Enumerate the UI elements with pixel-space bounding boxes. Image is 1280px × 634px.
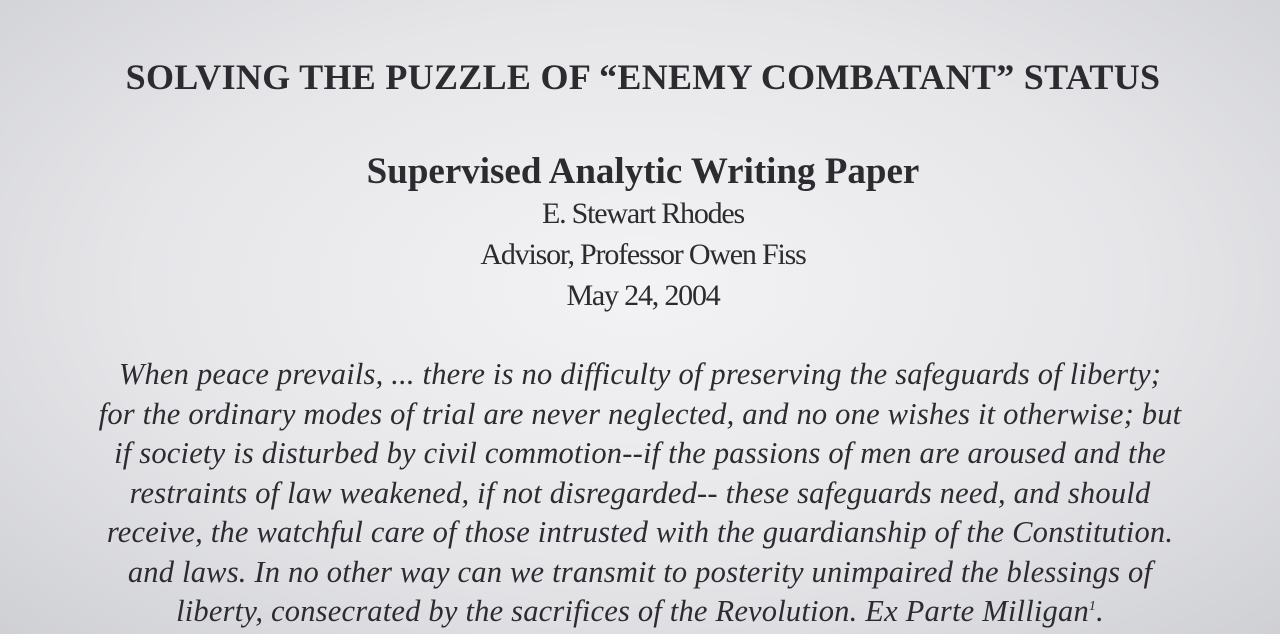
advisor-line: Advisor, Professor Owen Fiss (480, 238, 806, 271)
epigraph-line: for the ordinary modes of trial are never neglected, and no one wishes it otherwise; but (98, 396, 1182, 431)
footnote-marker[interactable]: 1 (1088, 598, 1097, 614)
document-date: May 24, 2004 (566, 279, 720, 312)
epigraph-line: restraints of law weakened, if not disregarded-- these safeguards need, and should (129, 475, 1151, 510)
author-name: E. Stewart Rhodes (541, 197, 745, 230)
epigraph-line: if society is disturbed by civil commotion--if the passions of men are aroused and the (114, 436, 1166, 470)
epigraph-last-line (30, 592, 1250, 632)
document-subtitle: Supervised Analytic Writing Paper (366, 151, 920, 192)
epigraph-quote (30, 355, 1250, 632)
epigraph-line: and laws. In no other way can we transmit to posterity unimpaired the blessings of (127, 554, 1153, 589)
document-title: SOLVING THE PUZZLE OF “ENEMY COMBATANT” STATUS (125, 57, 1161, 97)
epigraph-line: When peace prevails, ... there is no difficulty of preserving the safeguards of liberty; (118, 357, 1162, 391)
epigraph-period: . (1096, 594, 1104, 628)
epigraph-line: receive, the watchful care of those intrusted with the guardianship of the Constitution. (106, 515, 1174, 549)
epigraph-line-text: liberty, consecrated by the sacrifices of the Revolution. Ex Parte Milligan (176, 594, 1089, 628)
